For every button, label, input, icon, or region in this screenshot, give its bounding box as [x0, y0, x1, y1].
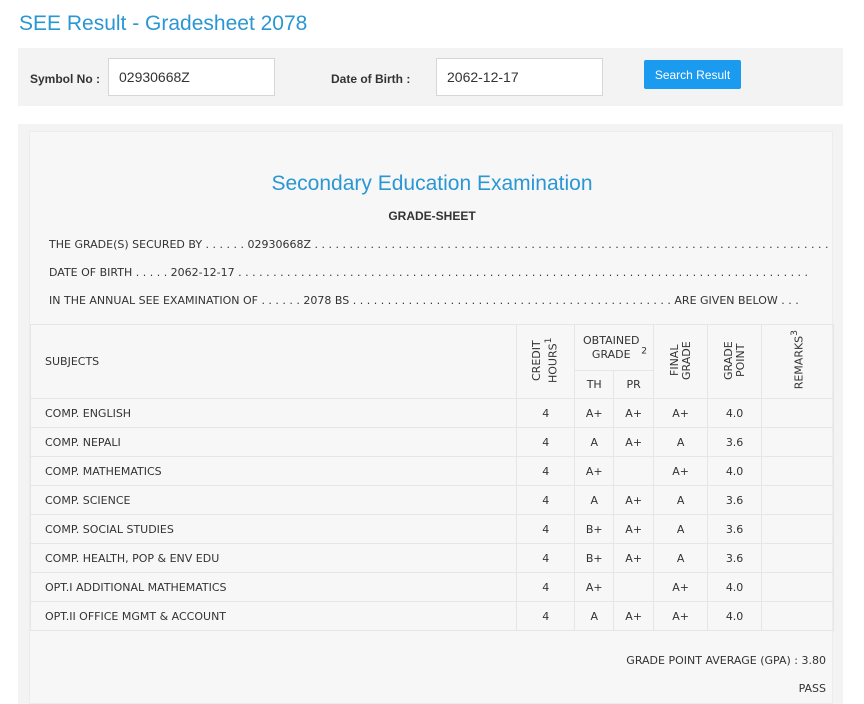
dob-label: Date of Birth : [331, 72, 411, 86]
table-row [31, 573, 834, 602]
dob-input[interactable] [436, 58, 603, 96]
grades-table [30, 324, 834, 631]
exam-line: IN THE ANNUAL SEE EXAMINATION OF . . . . . . 2078 BS . . . . . . . . . . . . . . . . . . . . . . . . . . . . . . . . . . . . . . . . . . . . . . ARE GIVEN BELOW . . . [49, 294, 799, 307]
credit-cell: 4 [517, 602, 575, 631]
grade-point-header: GRADE POINT [708, 325, 762, 399]
grade-point-cell: 4.0 [708, 602, 762, 631]
grade-point-cell: 3.6 [708, 515, 762, 544]
grade-point-cell: 3.6 [708, 428, 762, 457]
table-row [31, 515, 834, 544]
final-grade-cell: A+ [654, 602, 708, 631]
credit-cell: 4 [517, 399, 575, 428]
table-row [31, 428, 834, 457]
gradesheet-card [29, 131, 833, 704]
final-grade-cell: A+ [654, 399, 708, 428]
th-grade-cell: B+ [575, 515, 614, 544]
pr-grade-cell: A+ [614, 399, 654, 428]
pr-grade-cell: A+ [614, 486, 654, 515]
subject-cell: OPT.II OFFICE MGMT & ACCOUNT [31, 602, 517, 631]
credit-cell: 4 [517, 573, 575, 602]
credit-cell: 4 [517, 515, 575, 544]
grade-point-cell: 3.6 [708, 486, 762, 515]
grade-point-cell: 4.0 [708, 573, 762, 602]
remarks-cell [762, 544, 834, 573]
subject-cell: COMP. MATHEMATICS [31, 457, 517, 486]
subject-cell: COMP. ENGLISH [31, 399, 517, 428]
table-row [31, 486, 834, 515]
th-grade-cell: A [575, 428, 614, 457]
search-form [18, 48, 843, 106]
pr-grade-cell: A+ [614, 602, 654, 631]
th-grade-cell: A+ [575, 573, 614, 602]
remarks-header: REMARKS$^3$ [762, 325, 834, 399]
subject-cell: COMP. NEPALI [31, 428, 517, 457]
table-row [31, 457, 834, 486]
pr-grade-cell [614, 573, 654, 602]
th-grade-cell: A [575, 602, 614, 631]
gradesheet-title: GRADE-SHEET [388, 209, 476, 223]
final-grade-header: FINAL GRADE [654, 325, 708, 399]
pr-grade-cell [614, 457, 654, 486]
final-grade-cell: A [654, 486, 708, 515]
dob-line: DATE OF BIRTH . . . . . 2062-12-17 . . . . . . . . . . . . . . . . . . . . . . . . . . . . . . . . . . . . . . . . . . . . . . . . . . . . . . . . . . . . . . . . . . . . . . . . . . . . . . . . . . [49, 266, 809, 279]
gradesheet-panel [18, 124, 843, 704]
table-row [31, 399, 834, 428]
remarks-cell [762, 486, 834, 515]
symbol-input[interactable] [108, 58, 275, 96]
credit-cell: 4 [517, 544, 575, 573]
secured-by-line: THE GRADE(S) SECURED BY . . . . . . 02930668Z . . . . . . . . . . . . . . . . . . . . . . . . . . . . . . . . . . . . . . . . . . . . . . . . . . . . . . . . . . . . . . . . . . . . . . . . . . [49, 238, 829, 251]
th-grade-cell: A+ [575, 399, 614, 428]
subject-cell: COMP. SOCIAL STUDIES [31, 515, 517, 544]
subjects-header: SUBJECTS [31, 325, 517, 399]
table-row [31, 602, 834, 631]
pr-grade-cell: A+ [614, 544, 654, 573]
remarks-cell [762, 515, 834, 544]
subject-cell: COMP. HEALTH, POP & ENV EDU [31, 544, 517, 573]
credit-hours-header: CREDIT HOURS$^1$ [517, 325, 575, 399]
pr-header: PR [614, 371, 654, 399]
result-status: PASS [798, 682, 826, 695]
th-grade-cell: A [575, 486, 614, 515]
th-grade-cell: B+ [575, 544, 614, 573]
final-grade-cell: A [654, 515, 708, 544]
remarks-cell [762, 457, 834, 486]
remarks-cell [762, 428, 834, 457]
table-row [31, 544, 834, 573]
grade-point-cell: 4.0 [708, 457, 762, 486]
exam-title: Secondary Education Examination [271, 172, 593, 195]
remarks-cell [762, 602, 834, 631]
search-result-button[interactable]: Search Result [644, 60, 741, 89]
grade-point-cell: 3.6 [708, 544, 762, 573]
grade-point-cell: 4.0 [708, 399, 762, 428]
th-header: TH [575, 371, 614, 399]
pr-grade-cell: A+ [614, 428, 654, 457]
credit-cell: 4 [517, 428, 575, 457]
subject-cell: COMP. SCIENCE [31, 486, 517, 515]
subject-cell: OPT.I ADDITIONAL MATHEMATICS [31, 573, 517, 602]
remarks-cell [762, 573, 834, 602]
credit-cell: 4 [517, 457, 575, 486]
obtained-grade-header: OBTAINED GRADE $^2$ [575, 325, 654, 371]
symbol-label: Symbol No : [30, 72, 101, 86]
final-grade-cell: A [654, 428, 708, 457]
final-grade-cell: A [654, 544, 708, 573]
page-title: SEE Result - Gradesheet 2078 [19, 12, 308, 35]
credit-cell: 4 [517, 486, 575, 515]
th-grade-cell: A+ [575, 457, 614, 486]
final-grade-cell: A+ [654, 457, 708, 486]
remarks-cell [762, 399, 834, 428]
final-grade-cell: A+ [654, 573, 708, 602]
pr-grade-cell: A+ [614, 515, 654, 544]
gpa-summary: GRADE POINT AVERAGE (GPA) : 3.80 [626, 654, 826, 667]
